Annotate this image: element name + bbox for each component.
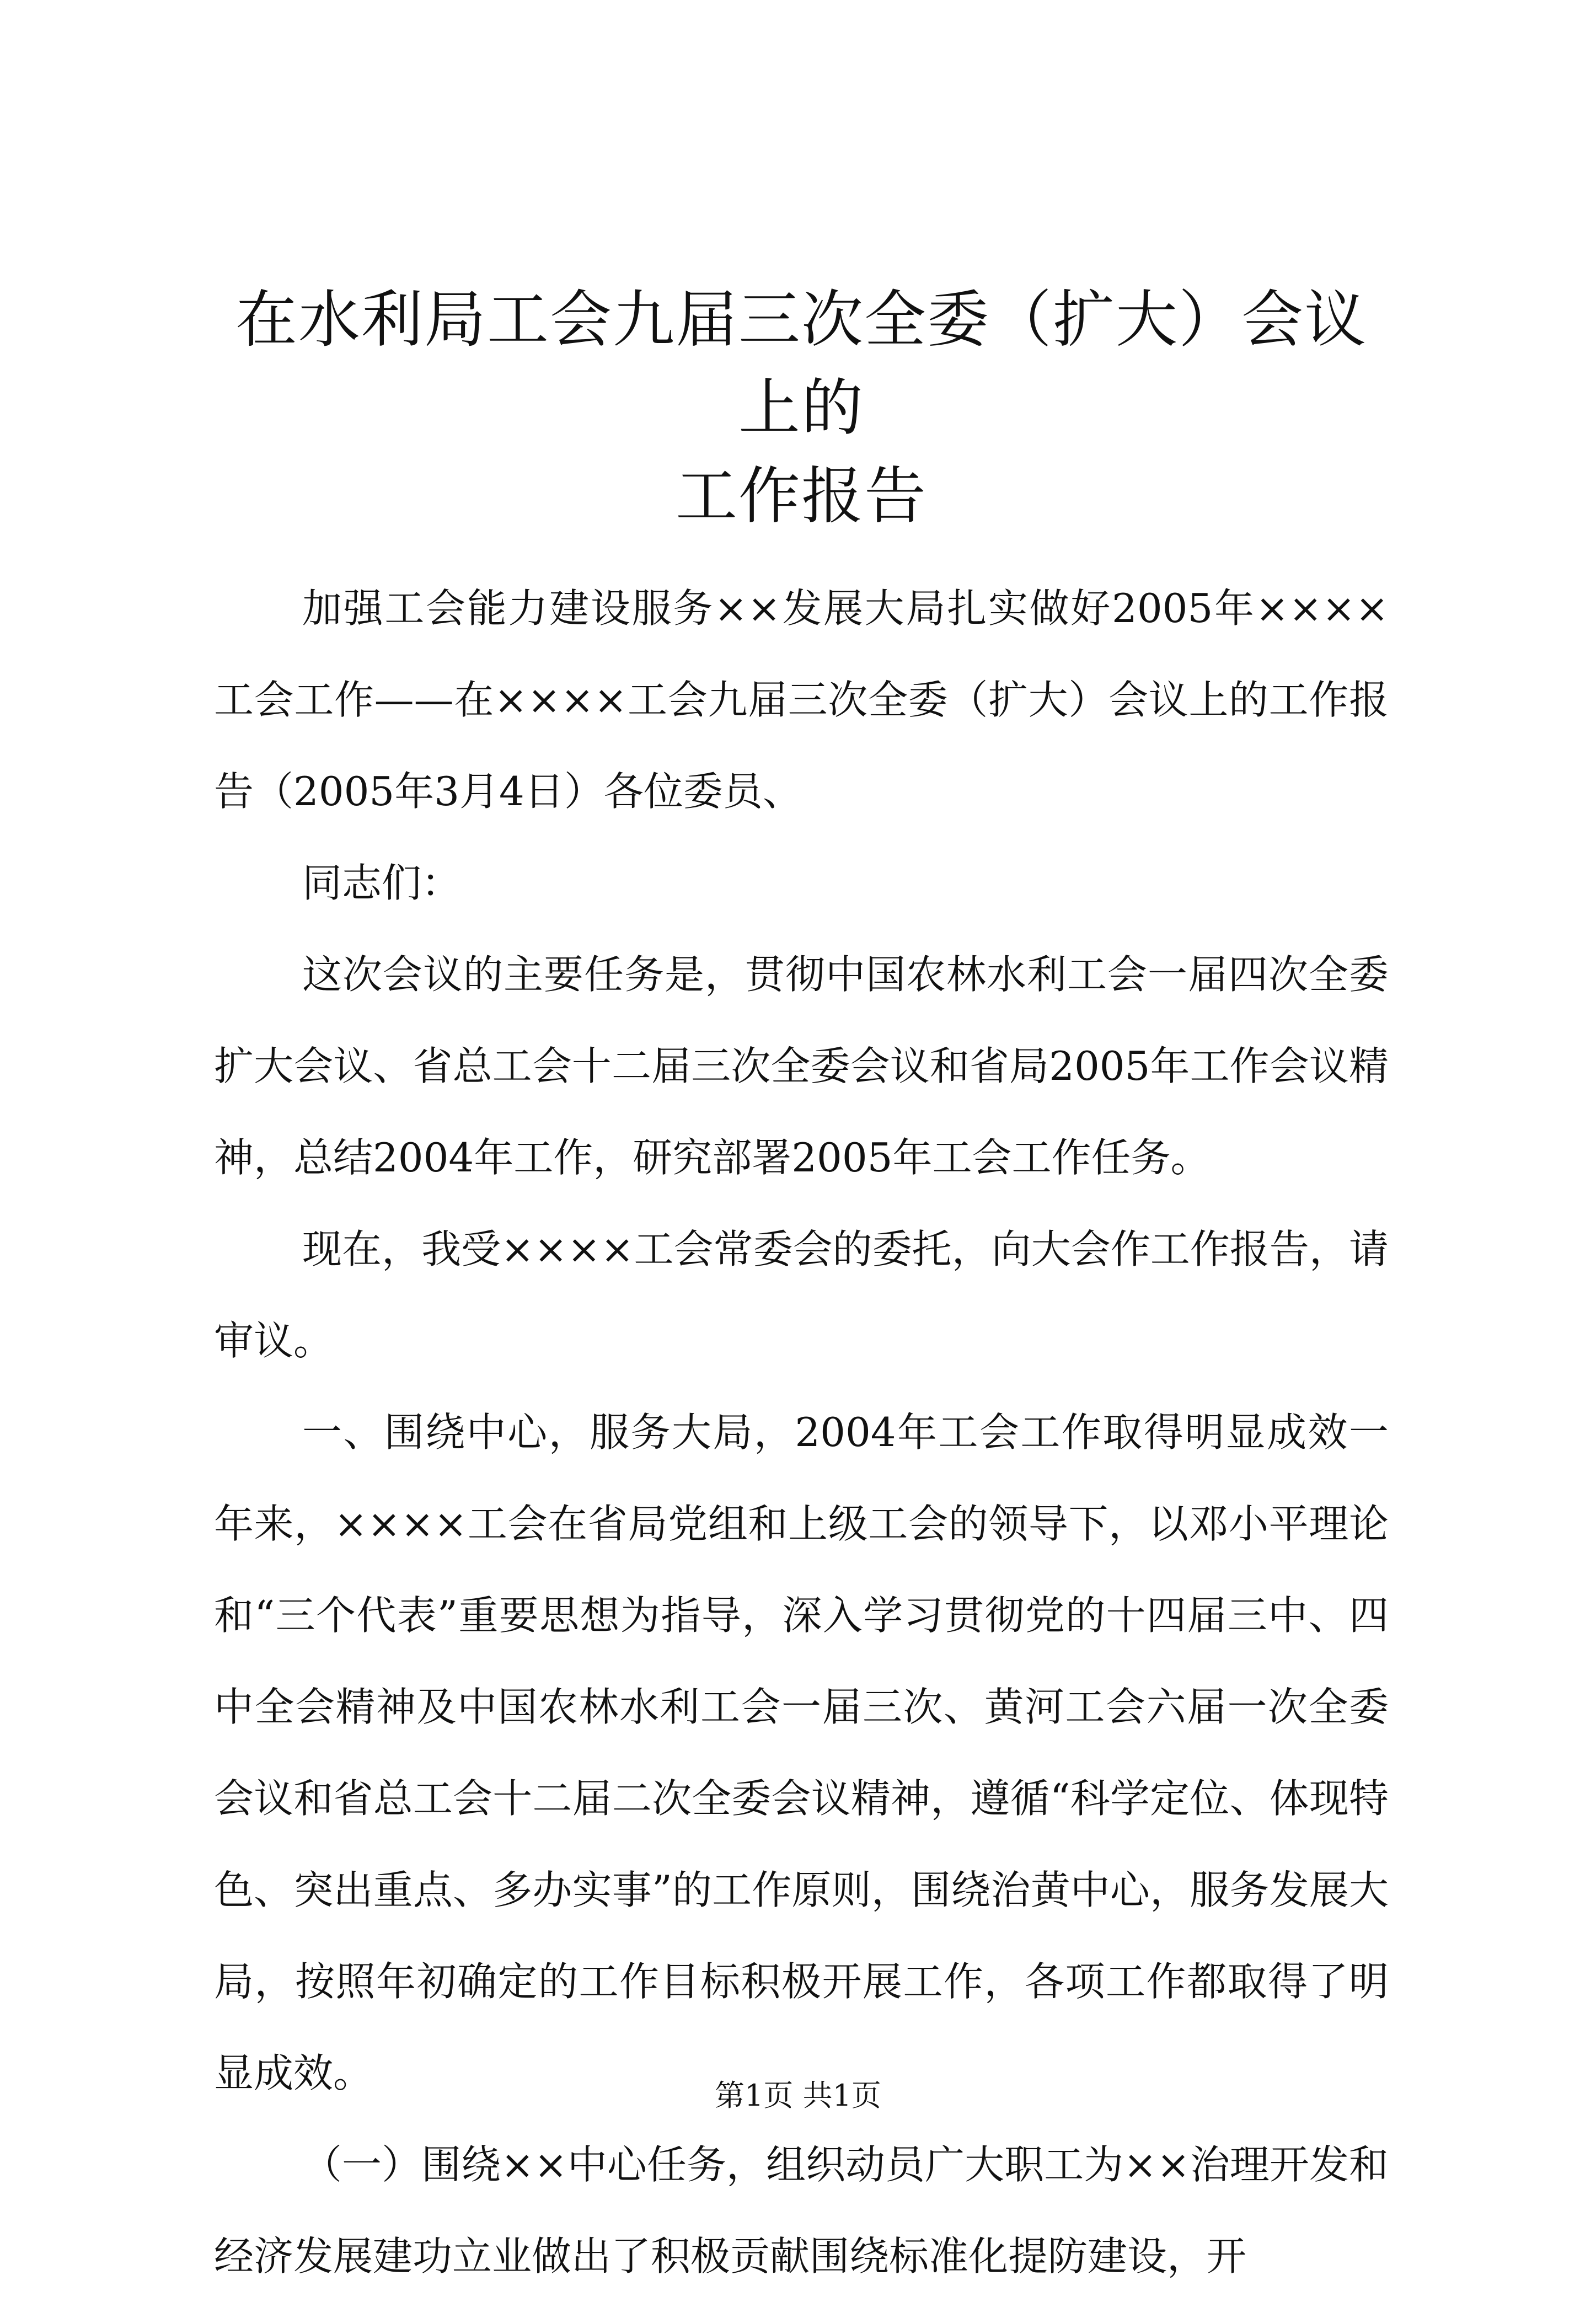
paragraph: （一）围绕××中心任务，组织动员广大职工为××治理开发和经济发展建功立业做出了积极贡献围绕标准化提防建设，开 [214,2142,1389,2279]
paragraph: 加强工会能力建设服务××发展大局扎实做好2005年××××工会工作——在××××工会九届三次全委（扩大）会议上的工作报告（2005年3月4日）各位委员、 [214,585,1389,815]
page-footer [0,2074,1596,2118]
document-body [214,563,1389,2302]
page-number-label: 第1页 共1页 [715,2078,881,2113]
document-content [214,276,1389,2302]
title-line-2: 工作报告 [676,461,927,532]
paragraph: 现在，我受××××工会常委会的委托，向大会作工作报告，请审议。 [214,1226,1389,1364]
paragraph: 这次会议的主要任务是，贯彻中国农林水利工会一届四次全委扩大会议、省总工会十二届三次全委会议和省局2005年工作会议精神，总结2004年工作，研究部署2005年工会工作任务。 [214,951,1389,1181]
paragraph: 同志们： [302,860,462,906]
document-title [214,276,1389,540]
title-line-1: 在水利局工会九届三次全委（扩大）会议上的 [235,284,1367,444]
paragraph: 一、围绕中心，服务大局，2004年工会工作取得明显成效一年来，××××工会在省局党组和上级工会的领导下，以邓小平理论和“三个代表”重要思想为指导，深入学习贯彻党的十四届三中、四中全会精神及中国农林水利工会一届三次、黄河工会六届一次全委会议和省总工会十二届二次全委会议精神，遵循“科学定位、体现特色、突出重点、多办实事”的工作原则，围绕治黄中心，服务发展大局，按照年初确定的工作目标积极开展工作，各项工作都取得了明显成效。 [214,1409,1389,2096]
